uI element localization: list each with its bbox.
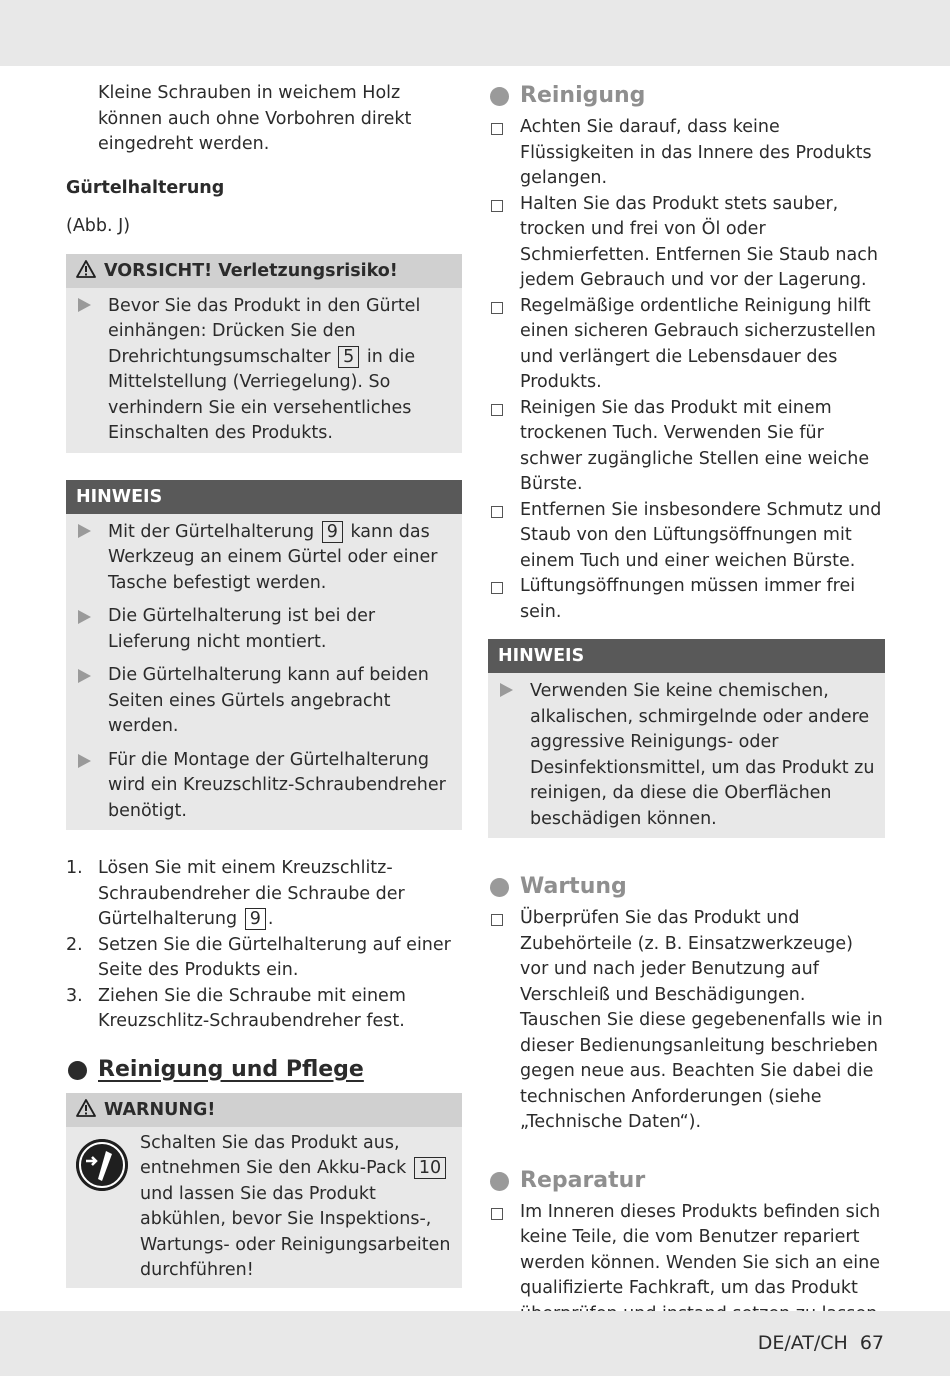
left-column — [66, 81, 462, 1288]
maintenance-item: Überprüfen Sie das Produkt und Zubehörteile (z. B. Einsatzwerkzeuge) vor und nach jeder Benutzung auf Verschleiß und Beschädigungen. Tauschen Sie diese gegebenenfalls wie in dieser Bedienungsanleitung beschrieben gegen neue aus. Beachten Sie dabei die technischen Anforderungen (siehe „Technische Daten“). — [488, 906, 885, 1136]
bullet-triangle-icon — [78, 754, 91, 768]
bullet-triangle-icon — [78, 610, 91, 624]
warning-box — [66, 1093, 462, 1288]
cleaning-list — [488, 115, 885, 625]
warning-triangle-icon — [76, 260, 96, 278]
step-item: 3. Ziehen Sie die Schraube mit einem Kreuzschlitz-Schraubendreher fest. — [66, 985, 406, 1031]
step-item: 2. Setzen Sie die Gürtelhalterung auf einer Seite des Produkts ein. — [66, 934, 451, 980]
warning-body: Schalten Sie das Produkt aus, entnehmen Sie den Akku-Pack 10 und lassen Sie das Produkt abkühlen, bevor Sie Inspektions-, Wartungs- oder Reinigungsarbeiten durchführen! — [66, 1127, 462, 1288]
note-item: Verwenden Sie keine chemischen, alkalischen, schmirgelnde oder andere aggressive Reinigungs- oder Desinfektionsmittel, um das Produkt zu reinigen, da diese die Oberflächen beschädigen können. — [488, 673, 885, 838]
part-reference: 9 — [245, 908, 266, 930]
warning-header — [66, 1093, 462, 1127]
section-title-maintenance: Wartung — [488, 872, 885, 902]
checkbox-square-icon — [491, 914, 503, 926]
bullet-triangle-icon — [78, 669, 91, 683]
section-title-cleaning: Reinigung — [488, 81, 885, 111]
section-bullet-icon — [68, 1061, 87, 1080]
checkbox-square-icon — [491, 123, 503, 135]
step-item: 1. Lösen Sie mit einem Kreuzschlitz-Schraubendreher die Schraube der Gürtelhalterung 9 . — [66, 858, 405, 929]
section-title-care: Reinigung und Pflege — [66, 1055, 462, 1085]
note-header: HINWEIS — [488, 639, 885, 673]
cleaning-item: Halten Sie das Produkt stets sauber, trocken und frei von Öl oder Schmierfetten. Entfernen Sie Staub nach jedem Gebrauch und vor der Lagerung. — [488, 192, 885, 294]
section-title-repair: Reparatur — [488, 1166, 885, 1196]
warning-triangle-icon — [76, 1099, 96, 1117]
page-footer — [758, 1331, 884, 1357]
bullet-triangle-icon — [78, 524, 91, 538]
cleaning-item: Entfernen Sie insbesondere Schmutz und Staub von den Lüftungsöffnungen mit einem Tuch und einer weichen Bürste. — [488, 498, 885, 575]
part-reference: 5 — [338, 346, 359, 368]
checkbox-square-icon — [491, 506, 503, 518]
disconnect-power-icon — [76, 1139, 128, 1191]
belt-holder-heading: Gürtelhalterung — [66, 177, 225, 198]
cleaning-item: Regelmäßige ordentliche Reinigung hilft einen sicheren Gebrauch sicherzustellen und verlängert die Lebensdauer des Produkts. — [488, 294, 885, 396]
cleaning-note-box — [488, 639, 885, 838]
figure-reference: (Abb. J) — [66, 216, 131, 236]
repair-item: Im Inneren dieses Produkts befinden sich keine Teile, die vom Benutzer repariert werden können. Wenden Sie sich an eine qualifizierte Fachkraft, um das Produkt — [488, 1200, 885, 1328]
top-band — [0, 0, 950, 66]
caution-title: VORSICHT! Verletzungsrisiko! — [104, 260, 398, 281]
note-item: Mit der Gürtelhalterung 9 kann das Werkzeug an einem Gürtel oder einer Tasche befestigt werden. — [66, 514, 462, 601]
note-item: Die Gürtelhalterung kann auf beiden Seiten eines Gürtels angebracht werden. — [66, 659, 462, 744]
checkbox-square-icon — [491, 200, 503, 212]
cleaning-item: Lüftungsöffnungen müssen immer frei sein. — [488, 574, 885, 625]
section-bullet-icon — [490, 87, 509, 106]
warning-title: WARNUNG! — [104, 1099, 216, 1120]
checkbox-square-icon — [491, 302, 503, 314]
caution-box — [66, 254, 462, 453]
right-column — [488, 81, 885, 1327]
page-number: 67 — [859, 1332, 884, 1354]
intro-text: Kleine Schrauben in weichem Holz können auch ohne Vorbohren direkt eingedreht werden. — [98, 83, 412, 154]
checkbox-square-icon — [491, 582, 503, 594]
bullet-triangle-icon — [500, 683, 513, 697]
bullet-triangle-icon — [78, 298, 91, 312]
note-header: HINWEIS — [66, 480, 462, 514]
assembly-steps — [66, 856, 462, 1035]
footer-locale: DE/AT/CH — [757, 1332, 848, 1354]
part-reference: 10 — [414, 1157, 446, 1179]
checkbox-square-icon — [491, 1208, 503, 1220]
caution-header — [66, 254, 462, 288]
note-item: Für die Montage der Gürtelhalterung wird ein Kreuzschlitz-Schraubendreher benötigt. — [66, 744, 462, 831]
section-bullet-icon — [490, 1172, 509, 1191]
section-bullet-icon — [490, 878, 509, 897]
note-box — [66, 480, 462, 831]
cleaning-item: Reinigen Sie das Produkt mit einem trockenen Tuch. Verwenden Sie für schwer zugängliche Stellen eine weiche Bürste. — [488, 396, 885, 498]
checkbox-square-icon — [491, 404, 503, 416]
caution-item: Bevor Sie das Produkt in den Gürtel einhängen: Drücken Sie den Drehrichtungsumschalter 5 in die Mittelstellung (Verriegelung). So verhindern Sie ein versehentliches Einschalten des Produkts. — [66, 288, 462, 453]
note-item: Die Gürtelhalterung ist bei der Lieferung nicht montiert. — [66, 600, 462, 659]
part-reference: 9 — [322, 521, 343, 543]
cleaning-item: Achten Sie darauf, dass keine Flüssigkeiten in das Innere des Produkts gelangen. — [488, 115, 885, 192]
